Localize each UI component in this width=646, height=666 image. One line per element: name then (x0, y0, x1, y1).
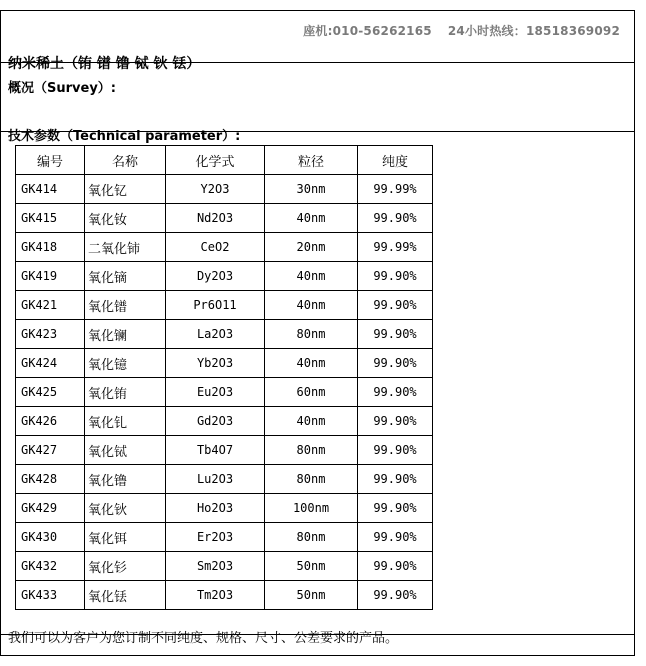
cell-formula: Nd2O3 (166, 204, 265, 233)
cell-size: 30nm (265, 175, 358, 204)
cell-purity: 99.90% (358, 378, 433, 407)
cell-size: 80nm (265, 436, 358, 465)
cell-purity: 99.99% (358, 175, 433, 204)
cell-purity: 99.90% (358, 523, 433, 552)
cell-size: 20nm (265, 233, 358, 262)
cell-code: GK426 (16, 407, 85, 436)
column-header-code: 编号 (16, 146, 85, 175)
cell-code: GK430 (16, 523, 85, 552)
cell-code: GK414 (16, 175, 85, 204)
table-body (16, 175, 433, 610)
table-row (16, 581, 433, 610)
survey-label: 概况（Survey）: (8, 81, 116, 96)
table-row (16, 175, 433, 204)
cell-name: 氧化镥 (85, 465, 166, 494)
cell-purity: 99.90% (358, 262, 433, 291)
cell-name: 氧化钆 (85, 407, 166, 436)
cell-code: GK429 (16, 494, 85, 523)
cell-code: GK423 (16, 320, 85, 349)
cell-purity: 99.90% (358, 349, 433, 378)
cell-code: GK427 (16, 436, 85, 465)
column-header-size: 粒径 (265, 146, 358, 175)
cell-size: 80nm (265, 523, 358, 552)
cell-purity: 99.90% (358, 291, 433, 320)
table-row (16, 407, 433, 436)
cell-formula: Lu2O3 (166, 465, 265, 494)
table-row (16, 233, 433, 262)
cell-purity: 99.90% (358, 407, 433, 436)
column-header-formula: 化学式 (166, 146, 265, 175)
cell-formula: Pr6O11 (166, 291, 265, 320)
cell-formula: Dy2O3 (166, 262, 265, 291)
cell-size: 40nm (265, 204, 358, 233)
cell-formula: Tm2O3 (166, 581, 265, 610)
table-row (16, 436, 433, 465)
technical-parameter-label: 技术参数（Technical parameter）: (8, 129, 241, 144)
footer-note: 我们可以为客户为您订制不同纯度、规格、尺寸、公差要求的产品。 (8, 631, 399, 646)
column-header-name: 名称 (85, 146, 166, 175)
cell-size: 40nm (265, 349, 358, 378)
cell-formula: Y2O3 (166, 175, 265, 204)
table-row (16, 291, 433, 320)
cell-code: GK415 (16, 204, 85, 233)
table-row (16, 349, 433, 378)
table-header-row (16, 146, 433, 175)
cell-formula: Ho2O3 (166, 494, 265, 523)
cell-size: 50nm (265, 581, 358, 610)
cell-code: GK424 (16, 349, 85, 378)
cell-name: 氧化铕 (85, 378, 166, 407)
cell-formula: La2O3 (166, 320, 265, 349)
cell-name: 氧化镨 (85, 291, 166, 320)
table-row (16, 204, 433, 233)
cell-formula: Tb4O7 (166, 436, 265, 465)
cell-formula: Er2O3 (166, 523, 265, 552)
cell-name: 氧化铽 (85, 436, 166, 465)
landline-text: 座机:010-56262165 (303, 24, 432, 38)
cell-size: 40nm (265, 262, 358, 291)
cell-purity: 99.90% (358, 465, 433, 494)
cell-purity: 99.90% (358, 204, 433, 233)
cell-purity: 99.90% (358, 494, 433, 523)
table-row (16, 262, 433, 291)
cell-purity: 99.90% (358, 581, 433, 610)
cell-name: 氧化镱 (85, 349, 166, 378)
cell-purity: 99.90% (358, 552, 433, 581)
table-row (16, 465, 433, 494)
cell-name: 氧化铒 (85, 523, 166, 552)
table-row (16, 523, 433, 552)
cell-name: 氧化钕 (85, 204, 166, 233)
cell-formula: Gd2O3 (166, 407, 265, 436)
cell-size: 60nm (265, 378, 358, 407)
cell-size: 40nm (265, 291, 358, 320)
cell-code: GK421 (16, 291, 85, 320)
cell-code: GK433 (16, 581, 85, 610)
cell-formula: Eu2O3 (166, 378, 265, 407)
cell-size: 80nm (265, 320, 358, 349)
column-header-purity: 纯度 (358, 146, 433, 175)
cell-size: 40nm (265, 407, 358, 436)
cell-name: 氧化镧 (85, 320, 166, 349)
cell-purity: 99.90% (358, 436, 433, 465)
cell-name: 氧化铥 (85, 581, 166, 610)
table-row (16, 552, 433, 581)
cell-code: GK428 (16, 465, 85, 494)
cell-formula: Yb2O3 (166, 349, 265, 378)
table-row (16, 494, 433, 523)
cell-code: GK419 (16, 262, 85, 291)
cell-formula: Sm2O3 (166, 552, 265, 581)
cell-purity: 99.99% (358, 233, 433, 262)
cell-name: 氧化钬 (85, 494, 166, 523)
cell-formula: CeO2 (166, 233, 265, 262)
cell-name: 氧化镝 (85, 262, 166, 291)
cell-code: GK432 (16, 552, 85, 581)
hotline-text: 24小时热线：18518369092 (447, 24, 620, 38)
cell-purity: 99.90% (358, 320, 433, 349)
table-row (16, 378, 433, 407)
cell-name: 氧化钐 (85, 552, 166, 581)
cell-code: GK418 (16, 233, 85, 262)
parameter-table (15, 145, 433, 610)
table-row (16, 320, 433, 349)
product-title: 纳米稀土（铕 镨 镥 铽 钬 铥） (8, 56, 201, 72)
cell-name: 二氧化铈 (85, 233, 166, 262)
cell-name: 氧化钇 (85, 175, 166, 204)
cell-size: 50nm (265, 552, 358, 581)
cell-size: 80nm (265, 465, 358, 494)
cell-size: 100nm (265, 494, 358, 523)
cell-code: GK425 (16, 378, 85, 407)
contact-info (303, 22, 620, 39)
